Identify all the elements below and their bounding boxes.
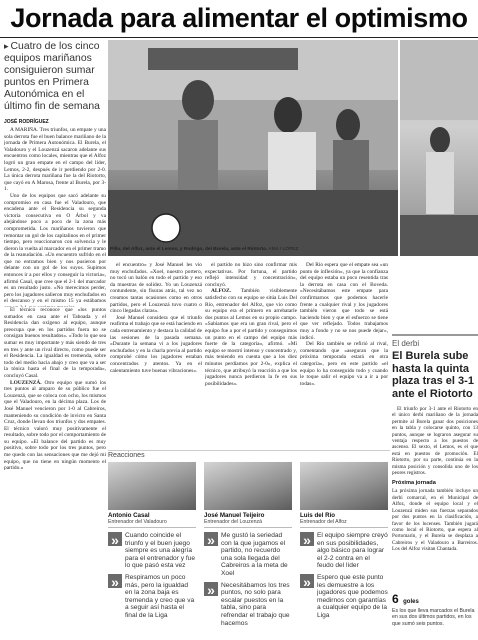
paragraph: Del Río también se refirió al rival, comentando que «aseguran que la próxima temporada estará en otra categoría», pero en este partido «el equipo lo ha conseguido todo y cuando le toque salir el equipo va a ir a por todas». bbox=[300, 341, 388, 387]
coach-name: Antonio Casal bbox=[108, 512, 150, 519]
headline: Jornada para alimentar el optimismo bbox=[0, 0, 478, 38]
quote bbox=[300, 532, 388, 570]
quote bbox=[108, 574, 196, 620]
paragraph: el partido no hizo sino confirmar mis expectativas. Por fortuna, el partido reflejó intensidad y concentración», concluyó. bbox=[205, 262, 297, 288]
paragraph-text: Otro equipo que sumó los tres puntos al amparo de su público fue el Louzenzá, que se coloca con ocho, los mismos que el Valadouro, en la décima plaza. Los de José Manuel vencieron por 1-0 al Cabreiros, manteniendo su condición de invicto en Santa Cruz, donde llevan dos triunfos y dos empates. El técnico valoró muy positivamente el resultado, sobre todo por el comportamiento de su equipo. «El balance del partido es muy positivo, sobre todo por los tres puntos, pero me quedo con las sensaciones que me dejó mi equipo, que no tiene en ningún momento el partido.» bbox=[4, 379, 106, 472]
paragraph: El triunfo por 3-1 ante el Riotorto en el único derbi mariñano de la jornada permite al Burela ganar dos posiciones en la tabla y colocarse quinto, con 13 puntos, aunque se lograron asegurar su ventaja respecto a los puestos de ascenso. El sexto, el Lemos, es el que está en puestos de promoción. El Riotorto, por su parte, continúa en la misma posición y consolida uno de los peores registros. bbox=[392, 406, 478, 477]
coach-name: José Manuel Teijeiro bbox=[204, 512, 265, 519]
stat-unit: goles bbox=[403, 599, 419, 605]
paragraph: José Manuel considera que el triunfo reafirma el trabajo que se está haciendo en cada entrenamiento y destaca la calidad de las sesiones de la pasada semana. «Durante la semana vi a los jugadores enchufados y en la charla previa al partido comprobé cómo los jugadores estaban concentrados y atentos. Ya en el calentamiento tuve buenas vibraciones». bbox=[110, 314, 202, 374]
photo-caption bbox=[110, 247, 400, 252]
reaction-teijeiro bbox=[204, 462, 292, 627]
sidebar-title: El Burela sube hasta la quinta plaza tras el 3-1 ante el Riotorto bbox=[392, 350, 474, 400]
match-photo-graphic bbox=[108, 40, 398, 256]
stat-box bbox=[392, 590, 478, 627]
quote bbox=[204, 532, 292, 578]
byline: JOSÉ RODRÍGUEZ bbox=[4, 119, 49, 125]
coach-name: Luis del Río bbox=[300, 512, 336, 519]
quote-mark-icon: » bbox=[204, 582, 218, 596]
paragraph bbox=[205, 288, 297, 387]
coach-portrait bbox=[204, 462, 292, 510]
paragraph: el encuentro» y José Manuel les vio muy enchufados. «Xoel, nuestro portero, no tocó un balón en todo el partido y eso da muestras de solidez. Yo un Louzenzá contundente, sin fisuras atrás, tal vez no creamos tantas ocasiones como en otros partidos, pero el Louzenzá tuvo cuatro o cinco llegadas claras». bbox=[110, 262, 202, 315]
paragraph: A MARIÑA. Tres triunfos, un empate y una sola derrota fue el buen balance mariñano de la jornada de Primera Autonómica. El Burela, el Valadouro y el Louzenzá sacaron adelante sus encuentros como locales, mientras que el Alfoz logró un gran empate en el campo del líder, Lemos, 2-2, después de ir perdiendo por 2-0. La única derrota mariñana fue la del Riotorto, que cayó en A Marosa, frente al Burela, por 3-1. bbox=[4, 127, 106, 193]
quote bbox=[108, 532, 196, 570]
next-round-heading: Próxima jornada bbox=[392, 480, 436, 487]
paragraph: Del Río espera que el empate sea «un punto de inflexión», ya que la confianza del equipo estaba un poco resentida tras la derrota en casa con el Boveda. «Necesitábamos este empate para confirmarnos que podemos hacerle frente a cualquier rival y los jugadores también vieron que todo se está haciendo bien y que el esfuerzo se tiene que ver reflejado. Todos trabajamos muy a fondo y no se nos puede dejar», indicó. bbox=[300, 262, 388, 341]
paragraph: Uno de los equipos que sacó adelante su compromiso en casa fue el Valadouro, que encadena ante el Residencia su segunda victoria consecutiva en O Árbol y va alejándose poco a poco de la zona más comprometida. Los mariñanos tuvieron que remontar un gol de los capitalinos en el primer tiempo, pero reaccionaron con solvencia y le dieron la vuelta al marcador en el primer tramo de la reanudación. «Un encuentro sufrido en el que no entramos bien y nos pusieron por delante con un gol de los suyos. Supimos entonces ir a por ellos y conseguir la victoria», afirmó Casal, que cree que el 2-1 del marcador es un resultado justo. «No merecimos perder, pero los jugadores salieron muy enchufados en el descanso y en el mismo 15 ya estábamos bbox=[4, 192, 106, 305]
quote bbox=[204, 582, 292, 628]
reaction-casal bbox=[108, 462, 196, 620]
quote-text: Necesitábamos los tres puntos, no solo para escalar puestos en la tabla, sino para refrendar el trabajo que hacemos bbox=[221, 581, 290, 627]
sidebar-body bbox=[392, 406, 478, 476]
section-dropword: ALFOZ. bbox=[211, 288, 231, 295]
coach-role: Entrenador del Louzenzá bbox=[204, 519, 292, 528]
coach-role: Entrenador del Valadouro bbox=[108, 519, 196, 528]
reactions-section bbox=[108, 450, 390, 627]
quote-mark-icon: » bbox=[300, 532, 314, 546]
sidebar-news bbox=[392, 334, 478, 553]
reaction-delrio bbox=[300, 462, 388, 620]
article-column-2 bbox=[110, 262, 202, 448]
quote-text: El equipo siempre creyó en sus posibilidades, algo básico para lograr el 2-2 contra en el feudo del líder bbox=[317, 532, 388, 570]
quote-text: Espero que este punto les demuestre a los jugadores que podemos medirnos con garantías a cualquier equipo de la Liga bbox=[317, 573, 388, 619]
coach-role: Entrenador del Alfoz bbox=[300, 519, 388, 528]
quote-text: Me gustó la seriedad con la que jugamos el partido, no recuerdo una sola llegada del Cabreiros a la meta de Xoel bbox=[221, 532, 288, 577]
quote bbox=[300, 574, 388, 620]
next-round-body: La próxima jornada también incluye un derbi comarcal, en el Municipal de Alfoz, donde el equipo local y el Louzenzá miden sus fuerzas separados por dos puntos en la clasificación, a favor de los lucenses. También jugará como local el Riotorto, que espera al Portomarín, y el Burela se desplaza a Cabreiros y el Valadouro a Barreiros. Los del Alfoz visitan Chantada. bbox=[392, 488, 478, 553]
section-dropword: LOUZENZÁ. bbox=[10, 379, 42, 386]
bullet-triangle-icon: ▸ bbox=[4, 41, 9, 51]
quote-mark-icon: » bbox=[300, 574, 314, 588]
coach-portrait bbox=[108, 462, 196, 510]
lead-text: Cuatro de los cinco equipos mariñanos consiguieron sumar puntos en Primera Autonómica en el último fin de semana bbox=[4, 41, 100, 112]
lead-summary bbox=[4, 40, 108, 113]
quote-text: Cuando coincide el triunfo y el buen juego siempre es una alegría para el entrenador y fue lo que pasó esta vez bbox=[125, 532, 196, 570]
caption-text: Pillo, del Alfoz, ante el Lemos, y Rodrigo, del Burela, ante el Riotorto. bbox=[110, 247, 268, 252]
paragraph: El técnico reconoce que «los puntos sumados en casa ante el Taboada y el Residencia dan oxígeno al equipo, aunque preocupa que en los partidos fuera no se consigan buenos resultados». «Todo lo que sea sumar es muy importante y más siendo de tres en tres y ante un rival directo, como puede ser el Residencia. La igualdad es tremenda, sobre todo del medio hacia abajo y creo que va a ser la tónica hasta el final de la temporada», concluyó Casal. bbox=[4, 307, 106, 379]
article-column-4 bbox=[300, 262, 388, 448]
quote-mark-icon: » bbox=[108, 532, 122, 546]
sidebar-kicker: El derbi bbox=[392, 339, 420, 348]
quote-text: Respiramos un poco más, pero la igualdad en la zona baja es tremenda y creo que va a seguir así hasta el final de la Liga bbox=[125, 573, 195, 619]
stat-text: Es los que lleva marcados el Burela en sus dos últimos partidos, en los que sumó seis puntos. bbox=[392, 608, 475, 627]
quote-mark-icon: » bbox=[204, 532, 218, 546]
paragraph bbox=[4, 380, 106, 472]
quote-mark-icon: » bbox=[108, 574, 122, 588]
article-column-3 bbox=[205, 262, 297, 448]
reactions-title: Reacciones bbox=[108, 450, 390, 459]
article-column-1-bottom bbox=[4, 307, 106, 637]
photo-credit: AMA / LÓPEZ bbox=[267, 247, 299, 252]
match-photo bbox=[108, 40, 398, 256]
second-match-photo bbox=[400, 40, 478, 256]
second-match-photo-graphic bbox=[400, 40, 478, 256]
coach-portrait bbox=[300, 462, 388, 510]
article-column-1 bbox=[4, 127, 106, 307]
stat-number: 6 bbox=[392, 592, 399, 606]
paragraph-text: También visiblemente satisfecho con su equipo se sitúa Luis Del Río, entrenador del Alfoz, que vio como su equipo era el primero en arrebatarle dos puntos al Lemos en su propio campo. «Sabíamos que era un gran rival, pero el equipo fue a por el partido y conseguimos un punto en el campo del equipo más fuerte de la categoría», afirmó. «Mi equipo se mostró intenso y concentrado y, más teniendo en cuenta que a los diez minutos perdíamos por 2-0», explica el técnico, que atribuyó la reacción a que los jugadores nunca perdieron la fe en sus posibilidades». bbox=[205, 288, 297, 387]
